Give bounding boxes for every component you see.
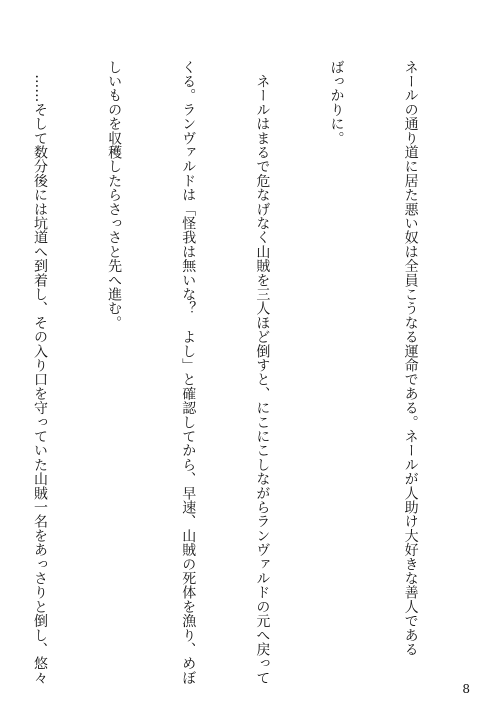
text-line: ……そして数分後には坑道へ到着し、その入り口を守っていた山賊一名をあっさりと倒し、悠々 <box>32 60 49 685</box>
text-line: ネールの通り道に居た悪い奴は全員こうなる運命である。ネールが人助け大好きな善人である <box>402 60 419 657</box>
text-line: しいものを収穫したらさっさと先へ進む。 <box>106 60 123 330</box>
text-line: くる。ランヴァルドは「怪我は無いな？ よし」と確認してから、早速、山賊の死体を漁り、めぼ <box>180 60 197 685</box>
body-text <box>0 60 472 685</box>
page-number: 8 <box>462 682 470 696</box>
text-line: ばっかりに。 <box>328 60 345 146</box>
text-line: ネールはまるで危なげなく山賊を三人ほど倒すと、にこにこしながらランヴァルドの元へ戻って <box>254 60 271 685</box>
